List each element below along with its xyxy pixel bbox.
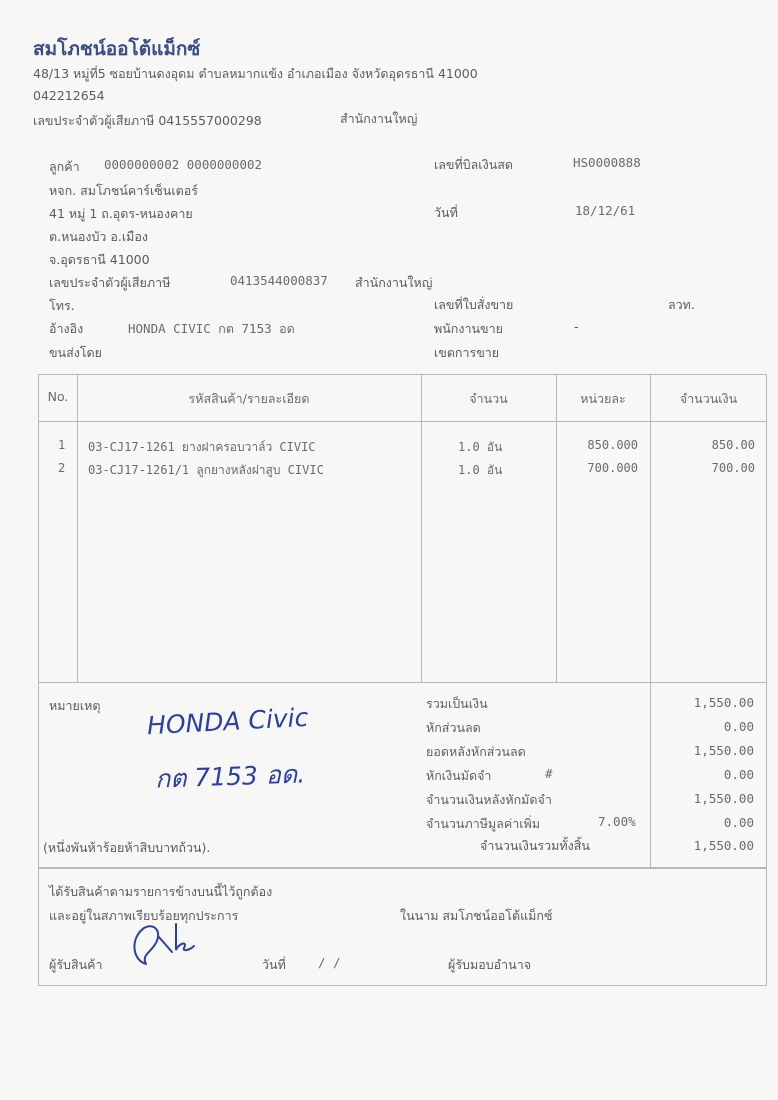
table-body-divider [38,682,767,683]
table-row-2-no: 2 [58,461,66,475]
deposit-mark: # [545,766,553,781]
bill-no-label: เลขที่บิลเงินสด [434,157,513,172]
table-row-2-qty: 1.0 อัน [458,463,503,477]
customer-tax-id: 0413544000837 [230,273,328,288]
header-unit-price: หน่วยละ [580,391,626,406]
company-name: สมโภชน์ออโต้แม็กซ์ [33,38,201,60]
ship-by-label: ขนส่งโดย [49,345,102,360]
col-divider-1 [77,374,78,682]
salesman-value: - [574,319,579,334]
received-statement-2: และอยู่ในสภาพเรียบร้อยทุกประการ [49,908,239,923]
customer-address-2: ต.หนองบัว อ.เมือง [49,229,149,244]
receive-date-slashes: / / [318,955,341,970]
customer-branch: สำนักงานใหญ่ [355,275,433,290]
vat-value: 0.00 [723,815,754,830]
col-divider-2 [421,374,422,682]
table-row-2-unit: 700.000 [587,461,638,475]
salesman-label: พนักงานขาย [434,321,503,336]
signature-mark [124,914,204,970]
company-address: 48/13 หมู่ที่5 ซอยบ้านดงอุดม ตำบลหมากแข้ง อำเภอเมือง จังหวัดอุดรธานี 41000 [33,66,478,81]
table-row-1-unit: 850.000 [587,438,638,452]
receiver-label: ผู้รับสินค้า [49,957,103,972]
customer-tax-label: เลขประจำตัวผู้เสียภาษี [49,275,171,290]
subtotal-label: รวมเป็นเงิน [426,696,488,711]
table-row-2-desc: 03-CJ17-1261/1 ลูกยางหลังฝาสูบ CIVIC [88,463,324,477]
order-no: ลวท. [668,297,695,312]
after-deposit-label: จำนวนเงินหลังหักมัดจำ [426,792,552,807]
header-amount: จำนวนเงิน [679,391,738,406]
col-divider-3 [556,374,557,682]
document-date: 18/12/61 [575,203,636,218]
grand-total-value: 1,550.00 [693,838,754,853]
date-label: วันที่ [434,205,458,220]
customer-name: หจก. สมโภชน์คาร์เซ็นเตอร์ [49,183,198,198]
bill-no: HS0000888 [573,155,641,170]
company-tax-id: เลขประจำตัวผู้เสียภาษี 0415557000298 [33,113,262,128]
order-no-label: เลขที่ใบสั่งขาย [434,297,514,312]
tel-label: โทร. [49,298,75,313]
table-row-1-amount: 850.00 [711,438,755,452]
grand-total-label: จำนวนเงินรวมทั้งสิ้น [480,838,590,853]
header-quantity: จำนวน [469,391,508,406]
customer-address-1: 41 หมู่ 1 ถ.อุดร-หนองคาย [49,206,193,221]
authorized-label: ผู้รับมอบอำนาจ [448,957,532,972]
amount-in-words: (หนึ่งพันห้าร้อยห้าสิบบาทถ้วน). [43,840,211,855]
table-row-2-amount: 700.00 [711,461,755,475]
vat-label: จำนวนภาษีมูลค่าเพิ่ม [426,816,540,831]
table-row-1-desc: 03-CJ17-1261 ยางฝาครอบวาล์ว CIVIC [88,440,316,454]
header-no: No. [47,389,69,404]
company-branch: สำนักงานใหญ่ [340,111,418,126]
discount-value: 0.00 [723,719,754,734]
deposit-value: 0.00 [723,767,754,782]
table-row-1-no: 1 [58,438,66,452]
subtotal-value: 1,550.00 [693,695,754,710]
header-description: รหัสสินค้า/รายละเอียด [188,391,310,406]
after-deposit-value: 1,550.00 [693,791,754,806]
handwritten-note-line-2: กต 7153 อด. [154,759,306,794]
table-row-1-qty: 1.0 อัน [458,440,503,454]
table-header-divider [38,421,767,422]
customer-label: ลูกค้า [49,159,80,174]
reference-value: HONDA CIVIC กต 7153 อด [128,321,295,336]
after-discount-label: ยอดหลังหักส่วนลด [426,744,526,759]
receive-date-label: วันที่ [262,957,286,972]
handwritten-note-line-1: HONDA Civic [146,702,310,741]
deposit-label: หักเงินมัดจำ [426,768,492,783]
company-phone: 042212654 [33,88,105,103]
received-statement-1: ได้รับสินค้าตามรายการข้างบนนี้ไว้ถูกต้อง [49,884,273,899]
remark-label: หมายเหตุ [49,698,101,713]
col-divider-4 [650,374,651,868]
customer-address-3: จ.อุดรธานี 41000 [49,252,150,267]
discount-label: หักส่วนลด [426,720,481,735]
on-behalf-of: ในนาม สมโภชน์ออโต้แม็กซ์ [400,908,553,923]
vat-rate: 7.00% [598,814,636,829]
reference-label: อ้างอิง [49,321,84,336]
sales-area-label: เขตการขาย [434,345,500,360]
after-discount-value: 1,550.00 [693,743,754,758]
customer-code: 0000000002 0000000002 [104,157,263,172]
